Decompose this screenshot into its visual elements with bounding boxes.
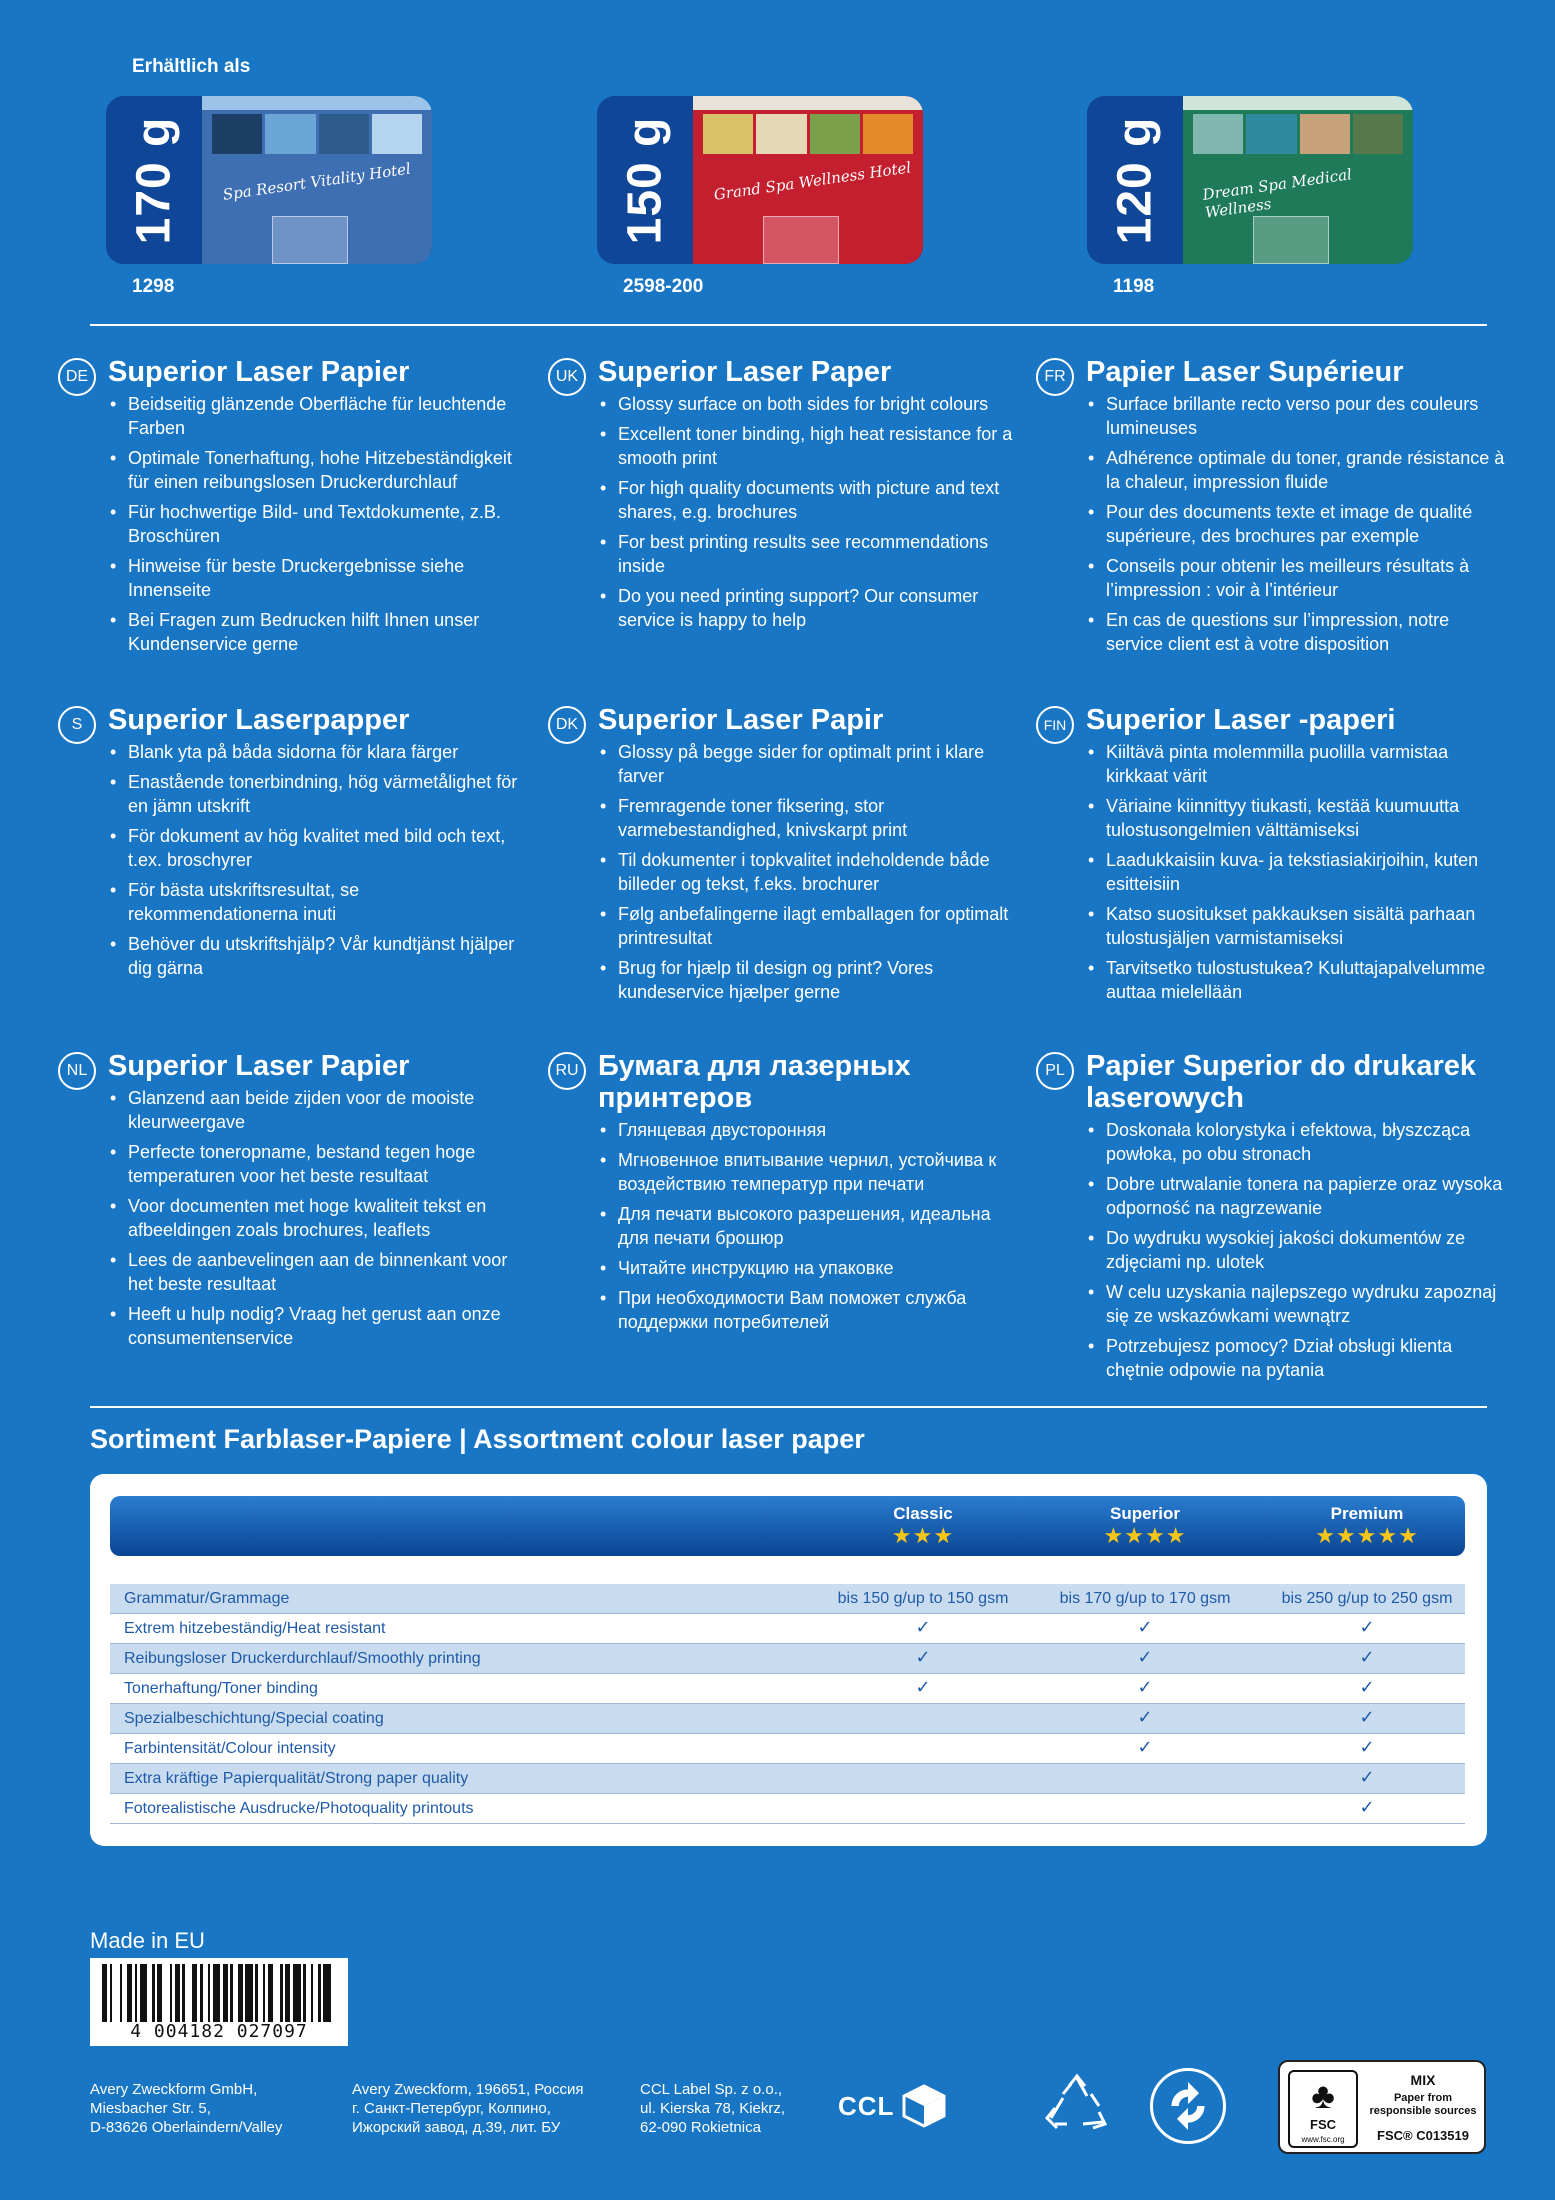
check-icon: ✓ xyxy=(1137,1647,1153,1667)
table-row xyxy=(110,1614,1465,1644)
row-label: Spezialbeschichtung/Special coating xyxy=(124,1710,384,1727)
list-item: • Fremragende toner fiksering, stor varmebestandighed, knivskarpt print xyxy=(598,794,1018,842)
list-item: • Kiiltävä pinta molemmilla puolilla varmistaa kirkkaat värit xyxy=(1086,740,1506,788)
ccl-cube-icon xyxy=(902,2084,946,2128)
row-label: Extra kräftige Papierqualität/Strong paper quality xyxy=(124,1770,469,1787)
lang-block-uk xyxy=(548,356,1018,638)
list-item: • Doskonała kolorystyka i efektowa, błyszcząca powłoka, po obu stronach xyxy=(1086,1118,1506,1166)
check-icon: ✓ xyxy=(915,1617,931,1637)
star-rating-icon: ★★★★ xyxy=(1103,1523,1187,1548)
product-card-120g xyxy=(1087,96,1413,264)
check-icon: ✓ xyxy=(915,1647,931,1667)
list-item: • Behöver du utskriftshjälp? Vår kundtjänst hjälper dig gärna xyxy=(108,932,528,980)
row-cell: bis 150 g/up to 150 gsm xyxy=(837,1590,1009,1607)
table-row xyxy=(110,1734,1465,1764)
row-label: Reibungsloser Druckerdurchlauf/Smoothly printing xyxy=(124,1650,481,1667)
address-russia: Avery Zweckform, 196651, Россия г. Санкт-Петербург, Колпино, Ижорский завод, д.39, лит. БУ xyxy=(352,2081,584,2136)
row-label: Fotorealistische Ausdrucke/Photoquality printouts xyxy=(124,1800,474,1817)
check-icon: ✓ xyxy=(1359,1767,1375,1787)
lang-title: Superior Laser Papir xyxy=(598,704,884,736)
tier-name: Classic xyxy=(893,1504,953,1523)
product-weight: 170 g xyxy=(127,116,181,244)
lang-title: Papier Superior do drukarek laserowych xyxy=(1086,1050,1477,1114)
list-item: • Tarvitsetko tulostustukea? Kuluttajapalvelumme auttaa mielellään xyxy=(1086,956,1506,1004)
star-rating-icon: ★★★★★ xyxy=(1315,1523,1419,1548)
list-item: • For high quality documents with picture and text shares, e.g. brochures xyxy=(598,476,1018,524)
available-as-label: Erhältlich als xyxy=(132,56,251,77)
list-item: • Til dokumenter i topkvalitet indeholdende både billeder og tekst, f.eks. brochurer xyxy=(598,848,1018,896)
assortment-title: Sortiment Farblaser-Papiere | Assortment colour laser paper xyxy=(90,1424,865,1454)
list-item: • En cas de questions sur l’impression, notre service client est à votre disposition xyxy=(1086,608,1506,656)
recycle-icon xyxy=(1043,2072,1111,2140)
table-row xyxy=(110,1674,1465,1704)
check-icon: ✓ xyxy=(1359,1707,1375,1727)
list-item: • Hinweise für beste Druckergebnisse siehe Innenseite xyxy=(108,554,528,602)
row-label: Grammatur/Grammage xyxy=(124,1590,290,1607)
list-item: • Følg anbefalingerne ilagt emballagen for optimalt printresultat xyxy=(598,902,1018,950)
check-icon: ✓ xyxy=(1359,1737,1375,1757)
lang-title: Superior Laserpapper xyxy=(108,704,410,736)
ccl-logo: CCL xyxy=(838,2084,946,2128)
list-item: • Voor documenten met hoge kwaliteit tekst en afbeeldingen zoals brochures, leaflets xyxy=(108,1194,528,1242)
lang-block-de xyxy=(58,356,528,662)
table-row xyxy=(110,1704,1465,1734)
lang-title: Superior Laser Papier xyxy=(108,356,410,388)
table-row xyxy=(110,1764,1465,1794)
list-item: • Pour des documents texte et image de qualité supérieure, des brochures par exemple xyxy=(1086,500,1506,548)
list-item: • Dobre utrwalanie tonera na papierze oraz wysoka odporność na nagrzewanie xyxy=(1086,1172,1506,1220)
list-item: • För bästa utskriftsresultat, se rekommendationerna inuti xyxy=(108,878,528,926)
product-card-170g xyxy=(106,96,432,264)
check-icon: ✓ xyxy=(1359,1677,1375,1697)
list-item: • Für hochwertige Bild- und Textdokumente, z.B. Broschüren xyxy=(108,500,528,548)
list-item: • Optimale Tonerhaftung, hohe Hitzebeständigkeit für einen reibungslosen Druckerdurchlauf xyxy=(108,446,528,494)
product-card-150g xyxy=(597,96,923,264)
product-code: 1198 xyxy=(1113,276,1155,297)
table-row xyxy=(110,1644,1465,1674)
list-item: • Brug for hjælp til design og print? Vores kundeservice hjælper gerne xyxy=(598,956,1018,1004)
list-item: • При необходимости Вам поможет служба поддержки потребителей xyxy=(598,1286,1018,1334)
tier-classic xyxy=(813,1504,1033,1548)
brochure-image xyxy=(693,96,923,264)
tier-name: Superior xyxy=(1110,1504,1180,1523)
row-cell: bis 250 g/up to 250 gsm xyxy=(1281,1590,1453,1607)
check-icon: ✓ xyxy=(1359,1617,1375,1637)
table-row xyxy=(110,1794,1465,1824)
lang-badge: RU xyxy=(548,1052,586,1090)
list-item: • Glanzend aan beide zijden voor de mooiste kleurweergave xyxy=(108,1086,528,1134)
row-label: Farbintensität/Colour intensity xyxy=(124,1740,336,1757)
lang-title: Superior Laser -paperi xyxy=(1086,704,1396,736)
brochure-title: Dream Spa Medical Wellness xyxy=(1201,165,1353,222)
list-item: • For best printing results see recommendations inside xyxy=(598,530,1018,578)
product-weight: 150 g xyxy=(618,116,672,244)
lang-block-fr xyxy=(1036,356,1506,662)
list-item: • Мгновенное впитывание чернил, устойчива к воздействию температур при печати xyxy=(598,1148,1018,1196)
table-row xyxy=(110,1584,1465,1614)
barcode-number: 4 004182 027097 xyxy=(130,2021,308,2042)
brochure-title: Grand Spa Wellness Hotel xyxy=(712,158,913,204)
check-icon: ✓ xyxy=(1359,1647,1375,1667)
address-poland: CCL Label Sp. z o.o., ul. Kierska 78, Kiekrz, 62-090 Rokietnica xyxy=(640,2081,786,2136)
tier-name: Premium xyxy=(1330,1504,1404,1523)
list-item: • Adhérence optimale du toner, grande résistance à la chaleur, impression fluide xyxy=(1086,446,1506,494)
assortment-table xyxy=(90,1474,1487,1846)
list-item: • Glossy på begge sider for optimalt print i klare farver xyxy=(598,740,1018,788)
lang-block-fin xyxy=(1036,704,1506,1010)
lang-title: Superior Laser Papier xyxy=(108,1050,410,1082)
row-cell: bis 170 g/up to 170 gsm xyxy=(1059,1590,1231,1607)
divider xyxy=(90,324,1487,326)
lang-badge: DK xyxy=(548,706,586,744)
lang-title: Бумага для лазерных принтеров xyxy=(598,1050,911,1114)
list-item: • Глянцевая двусторонняя xyxy=(598,1118,1018,1142)
list-item: • Читайте инструкцию на упаковке xyxy=(598,1256,1018,1280)
barcode xyxy=(90,1958,348,2046)
check-icon: ✓ xyxy=(1359,1797,1375,1817)
brochure-image xyxy=(202,96,432,264)
made-in-label: Made in EU xyxy=(90,1928,205,1953)
list-item: • Heeft u hulp nodig? Vraag het gerust aan onze consumentenservice xyxy=(108,1302,528,1350)
list-item: • Excellent toner binding, high heat resistance for a smooth print xyxy=(598,422,1018,470)
list-item: • Blank yta på båda sidorna för klara färger xyxy=(108,740,528,764)
check-icon: ✓ xyxy=(1137,1617,1153,1637)
lang-badge: NL xyxy=(58,1052,96,1090)
list-item: • Conseils pour obtenir les meilleurs résultats à l’impression : voir à l’intérieur xyxy=(1086,554,1506,602)
lang-badge: UK xyxy=(548,358,586,396)
list-item: • Do wydruku wysokiej jakości dokumentów ze zdjęciami np. ulotek xyxy=(1086,1226,1506,1274)
list-item: • Väriaine kiinnittyy tiukasti, kestää kuumuutta tulostusongelmien välttämiseksi xyxy=(1086,794,1506,842)
lang-block-ru xyxy=(548,1050,1018,1340)
address-germany: Avery Zweckform GmbH, Miesbacher Str. 5, D-83626 Oberlaindern/Valley xyxy=(90,2081,283,2136)
green-dot-icon xyxy=(1150,2068,1226,2144)
list-item: • Bei Fragen zum Bedrucken hilft Ihnen unser Kundenservice gerne xyxy=(108,608,528,656)
lang-badge: DE xyxy=(58,358,96,396)
list-item: • Do you need printing support? Our consumer service is happy to help xyxy=(598,584,1018,632)
list-item: • Lees de aanbevelingen aan de binnenkant voor het beste resultaat xyxy=(108,1248,528,1296)
list-item: • Katso suositukset pakkauksen sisältä parhaan tulostusjäljen varmistamiseksi xyxy=(1086,902,1506,950)
row-label: Tonerhaftung/Toner binding xyxy=(124,1680,318,1697)
lang-badge: S xyxy=(58,706,96,744)
lang-badge: PL xyxy=(1036,1052,1074,1090)
list-item: • Surface brillante recto verso pour des couleurs lumineuses xyxy=(1086,392,1506,440)
product-weight: 120 g xyxy=(1108,116,1162,244)
list-item: • Laadukkaisiin kuva- ja tekstiasiakirjoihin, kuten esitteisiin xyxy=(1086,848,1506,896)
list-item: • För dokument av hög kvalitet med bild och text, t.ex. broschyrer xyxy=(108,824,528,872)
check-icon: ✓ xyxy=(915,1677,931,1697)
tier-superior xyxy=(1035,1504,1255,1548)
product-code: 1298 xyxy=(132,276,175,297)
check-icon: ✓ xyxy=(1137,1707,1153,1727)
lang-block-nl xyxy=(58,1050,528,1356)
list-item: • Potrzebujesz pomocy? Dział obsługi klienta chętnie odpowie na pytania xyxy=(1086,1334,1506,1382)
divider xyxy=(90,1406,1487,1408)
check-icon: ✓ xyxy=(1137,1677,1153,1697)
list-item: • Beidseitig glänzende Oberfläche für leuchtende Farben xyxy=(108,392,528,440)
check-icon: ✓ xyxy=(1137,1737,1153,1757)
lang-block-s xyxy=(58,704,528,986)
lang-badge: FIN xyxy=(1036,706,1074,744)
table-header xyxy=(110,1496,1465,1556)
fsc-tree-icon: ♣ FSC www.fsc.org xyxy=(1288,2070,1358,2148)
brochure-title: Spa Resort Vitality Hotel xyxy=(221,159,412,204)
product-code: 2598-200 xyxy=(623,276,704,297)
tier-premium xyxy=(1257,1504,1477,1548)
star-rating-icon: ★★★ xyxy=(891,1523,955,1548)
lang-block-pl xyxy=(1036,1050,1506,1388)
fsc-label: ♣ FSC www.fsc.org MIX Paper from responsible sources FSC® C013519 xyxy=(1278,2060,1486,2154)
lang-title: Papier Laser Supérieur xyxy=(1086,356,1404,388)
list-item: • Для печати высокого разрешения, идеальна для печати брошюр xyxy=(598,1202,1018,1250)
row-label: Extrem hitzebeständig/Heat resistant xyxy=(124,1620,386,1637)
list-item: • Glossy surface on both sides for bright colours xyxy=(598,392,1018,416)
lang-block-dk xyxy=(548,704,1018,1010)
list-item: • W celu uzyskania najlepszego wydruku zapoznaj się ze wskazówkami wewnątrz xyxy=(1086,1280,1506,1328)
list-item: • Perfecte toneropname, bestand tegen hoge temperaturen voor het beste resultaat xyxy=(108,1140,528,1188)
lang-title: Superior Laser Paper xyxy=(598,356,892,388)
list-item: • Enastående tonerbindning, hög värmetålighet för en jämn utskrift xyxy=(108,770,528,818)
brochure-image xyxy=(1183,96,1413,264)
lang-badge: FR xyxy=(1036,358,1074,396)
